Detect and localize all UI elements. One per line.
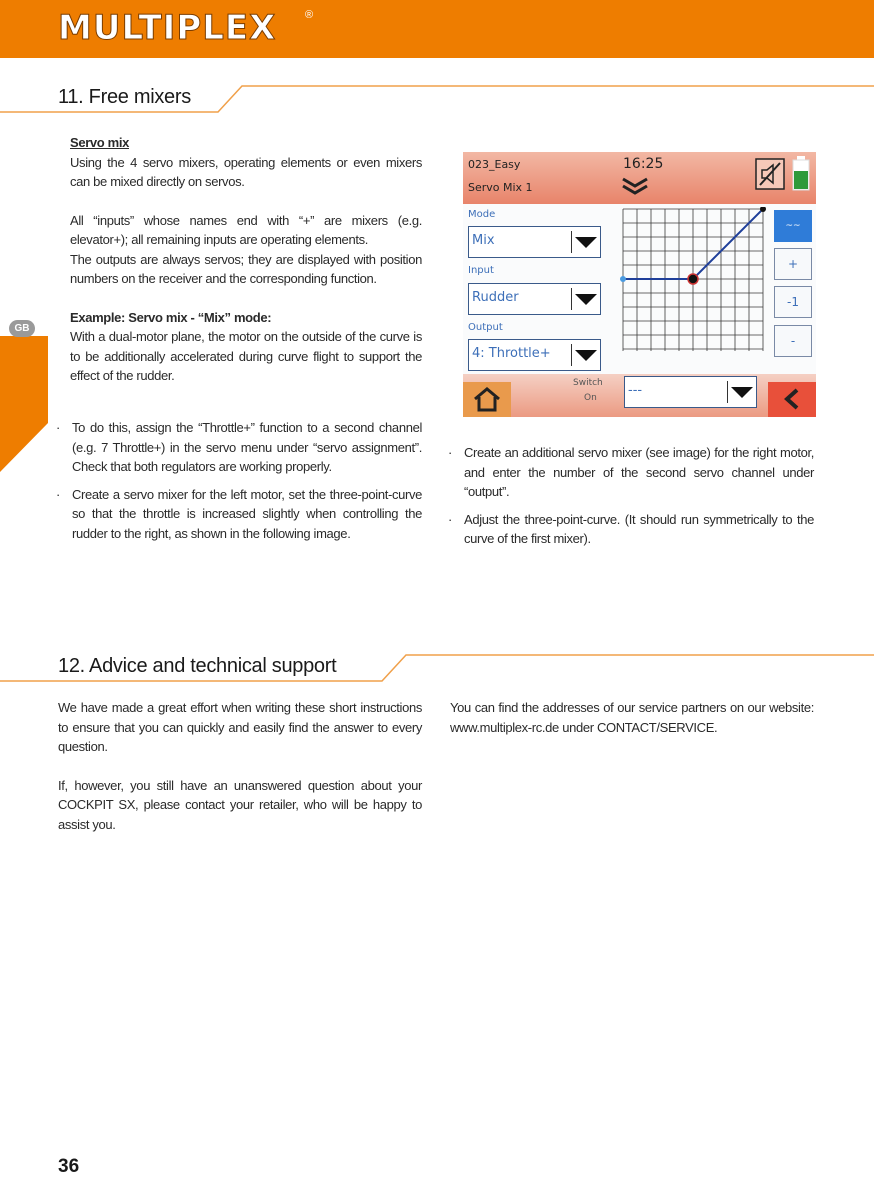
example-heading: Example: Servo mix - “Mix” mode:	[70, 309, 272, 325]
section-12-right-column	[450, 698, 814, 737]
paragraph: If, however, you still have an unanswered question about your COCKPIT SX, please contact your retailer, who will be happy to assist you.	[58, 777, 422, 832]
output-value: 4: Throttle+	[472, 346, 551, 361]
minus-button[interactable]: -	[774, 325, 812, 357]
multiplex-logo: MULTIPLEX	[58, 8, 277, 48]
minus-one-button[interactable]: -1	[774, 286, 812, 318]
paragraph: All “inputs” whose names end with “+” are mixers (e.g. elevator+); all remaining inputs are operating elements.	[70, 212, 422, 247]
language-side-tab	[0, 336, 48, 472]
section-12-left-column	[58, 698, 422, 834]
servo-mix-subheading: Servo mix	[70, 135, 129, 150]
chevron-double-down-icon[interactable]	[621, 176, 649, 196]
menu-name: Servo Mix 1	[468, 181, 533, 194]
list-item: · Adjust the three-point-curve. (It should run symmetrically to the curve of the first mixer).	[448, 511, 814, 546]
home-icon[interactable]	[463, 382, 511, 417]
paragraph: Using the 4 servo mixers, operating elements or even mixers can be mixed directly on servos.	[70, 154, 422, 189]
mode-dropdown[interactable]	[468, 226, 601, 258]
language-badge: GB	[9, 320, 35, 337]
section-11-rule	[0, 84, 874, 114]
plus-button[interactable]: +	[774, 248, 812, 280]
switch-dropdown[interactable]	[624, 376, 757, 408]
curve-point-center[interactable]	[688, 274, 698, 284]
paragraph: The outputs are always servos; they are displayed with position numbers on the receiver and the corresponding function.	[70, 251, 422, 286]
switch-state: On	[584, 393, 597, 403]
header-bar	[0, 0, 874, 58]
input-value: Rudder	[472, 290, 519, 305]
section-12-rule	[0, 653, 874, 683]
transmitter-screenshot	[463, 152, 816, 417]
battery-icon	[792, 155, 810, 191]
dropdown-arrow-icon	[575, 294, 597, 305]
page-number: 36	[58, 1156, 80, 1177]
paragraph: You can find the addresses of our service partners on our website: www.multiplex-rc.de under CONTACT/SERVICE.	[450, 700, 814, 735]
section-11-heading: 11. Free mixers	[58, 86, 191, 108]
paragraph: With a dual-motor plane, the motor on the outside of the curve is to be additionally accelerated during curve flight to support the effect of the rudder.	[70, 329, 422, 383]
mode-value: Mix	[472, 233, 495, 248]
section-11-right-bullets	[450, 443, 814, 549]
list-item: · To do this, assign the “Throttle+” function to a second channel (e.g. 7 Throttle+) in the servo menu under “servo assignment”. Check that both regulators are working properly.	[56, 420, 422, 474]
input-label: Input	[468, 265, 494, 276]
curve-type-icon[interactable]: ~~	[774, 210, 812, 242]
dropdown-arrow-icon	[731, 387, 753, 398]
output-dropdown[interactable]	[468, 339, 601, 371]
section-11-left-bullets	[58, 418, 422, 543]
dropdown-arrow-icon	[575, 237, 597, 248]
mute-icon[interactable]	[755, 158, 785, 190]
section-11-left-column	[70, 133, 422, 386]
three-point-curve[interactable]	[619, 207, 767, 353]
dropdown-arrow-icon	[575, 350, 597, 361]
registered-mark: ®	[305, 9, 314, 21]
list-item: · Create a servo mixer for the left motor, set the three-point-curve so that the throttle is increased slightly when controlling the rudder to the right, as shown in the following image.	[56, 486, 422, 541]
section-12-heading: 12. Advice and technical support	[58, 655, 337, 677]
switch-label: Switch	[573, 378, 603, 388]
curve-point-left[interactable]	[620, 276, 626, 282]
input-dropdown[interactable]	[468, 283, 601, 315]
paragraph: We have made a great effort when writing these short instructions to ensure that you can quickly and easily find the answer to every question.	[58, 700, 422, 754]
list-item: · Create an additional servo mixer (see image) for the right motor, and enter the number of the second servo channel under “output”.	[448, 445, 814, 499]
back-icon[interactable]	[768, 382, 816, 417]
output-label: Output	[468, 322, 503, 333]
clock: 16:25	[623, 156, 664, 172]
model-name: 023_Easy	[468, 158, 521, 171]
switch-value: ---	[628, 383, 643, 398]
mode-label: Mode	[468, 209, 496, 220]
